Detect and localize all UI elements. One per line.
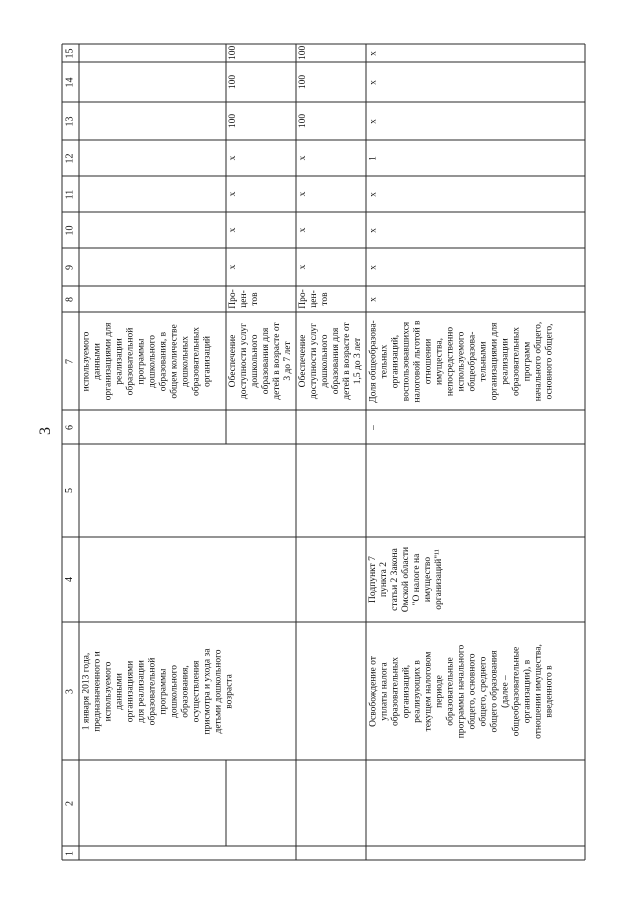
column-number-15: 15 — [64, 48, 75, 58]
row-3-cell-15: 100 — [298, 45, 308, 60]
column-number-4: 4 — [64, 577, 75, 582]
row-4-cell-10: х — [368, 227, 378, 233]
row-2-cell-11: х — [228, 191, 238, 197]
row-4-cell-15: х — [368, 50, 378, 56]
row-4-cell-7: Доля общеобразова- тельных организаций, воспользовавшихся налоговой льготой в отношении имущества, непосредственно используемого общеобразова- тельными организациями для реализации образовательных программ начального общего, основного общего, — [368, 319, 554, 403]
column-number-2: 2 — [64, 800, 75, 806]
row-2-cell-14: 100 — [228, 74, 238, 90]
row-2-cell-10: х — [228, 227, 238, 233]
column-number-12: 12 — [64, 153, 75, 163]
row-3-cell-10: х — [298, 227, 308, 233]
row-3-cell-13: 100 — [298, 113, 308, 129]
row-2-cell-13: 100 — [228, 113, 238, 129]
row-4-cell-13: х — [368, 118, 378, 124]
row-4-cell-4: Подпункт 7 пункта 2 статьи 2 Закона Омской области "О налоге на имущество организаций"¹¹ — [368, 546, 444, 613]
column-number-14: 14 — [64, 77, 75, 87]
column-number-8: 8 — [64, 296, 75, 302]
column-number-5: 5 — [64, 488, 75, 493]
column-number-3: 3 — [64, 688, 75, 694]
row-3-cell-7: Обеспечение доступности услуг дошкольного образования для детей в возрасте от 1,5 до 3 лет — [298, 322, 363, 400]
row-3-cell-8: Про- цен- тов — [298, 289, 330, 309]
row-2-cell-15: 100 — [228, 45, 238, 60]
row-4-cell-8: х — [368, 296, 378, 302]
row-2-cell-8: Про- цен- тов — [228, 289, 260, 309]
row-3-cell-12: х — [298, 155, 308, 161]
row-3-cell-14: 100 — [298, 74, 308, 90]
row-1-cell-3: 1 января 2013 года, предназначенного и используемого данными организациями для реализации образовательной программы дошкольного образования, осуществления присмотра и ухода за детьми дошкольного возраста — [81, 648, 234, 734]
row-4-cell-11: х — [368, 191, 378, 197]
row-3-cell-11: х — [298, 191, 308, 197]
row-1-cell-7: используемого данными организациями для реализации образовательной программы дошкольного образования, в общем количестве дошкольных образовательных организаций — [81, 322, 212, 400]
row-4-cell-14: х — [368, 79, 378, 85]
column-number-10: 10 — [64, 225, 75, 235]
column-number-1: 1 — [64, 850, 75, 856]
row-2-cell-7: Обеспечение доступности услуг дошкольного образования для детей в возрасте от 3 до 7 лет — [228, 322, 293, 400]
column-number-13: 13 — [64, 116, 75, 126]
row-3-cell-9: х — [298, 264, 308, 270]
column-number-11: 11 — [64, 189, 75, 199]
row-2-cell-12: х — [228, 155, 238, 161]
row-4-cell-9: х — [368, 264, 378, 270]
row-4-cell-12: 1 — [368, 155, 378, 161]
row-2-cell-9: х — [228, 264, 238, 270]
page-number: 3 — [37, 427, 54, 435]
row-4-cell-6: – — [368, 424, 378, 430]
column-number-6: 6 — [64, 424, 75, 430]
row-4-cell-3: Освобождение от уплаты налога образовательных организаций, реализующих в текущем налоговом периоде образовательные программы начального общего, основного общего, среднего общего образования (далее – общеобразовательные организации), в отношении имущества, введенного в — [368, 643, 554, 739]
column-number-9: 9 — [64, 264, 75, 270]
column-number-7: 7 — [64, 358, 75, 364]
